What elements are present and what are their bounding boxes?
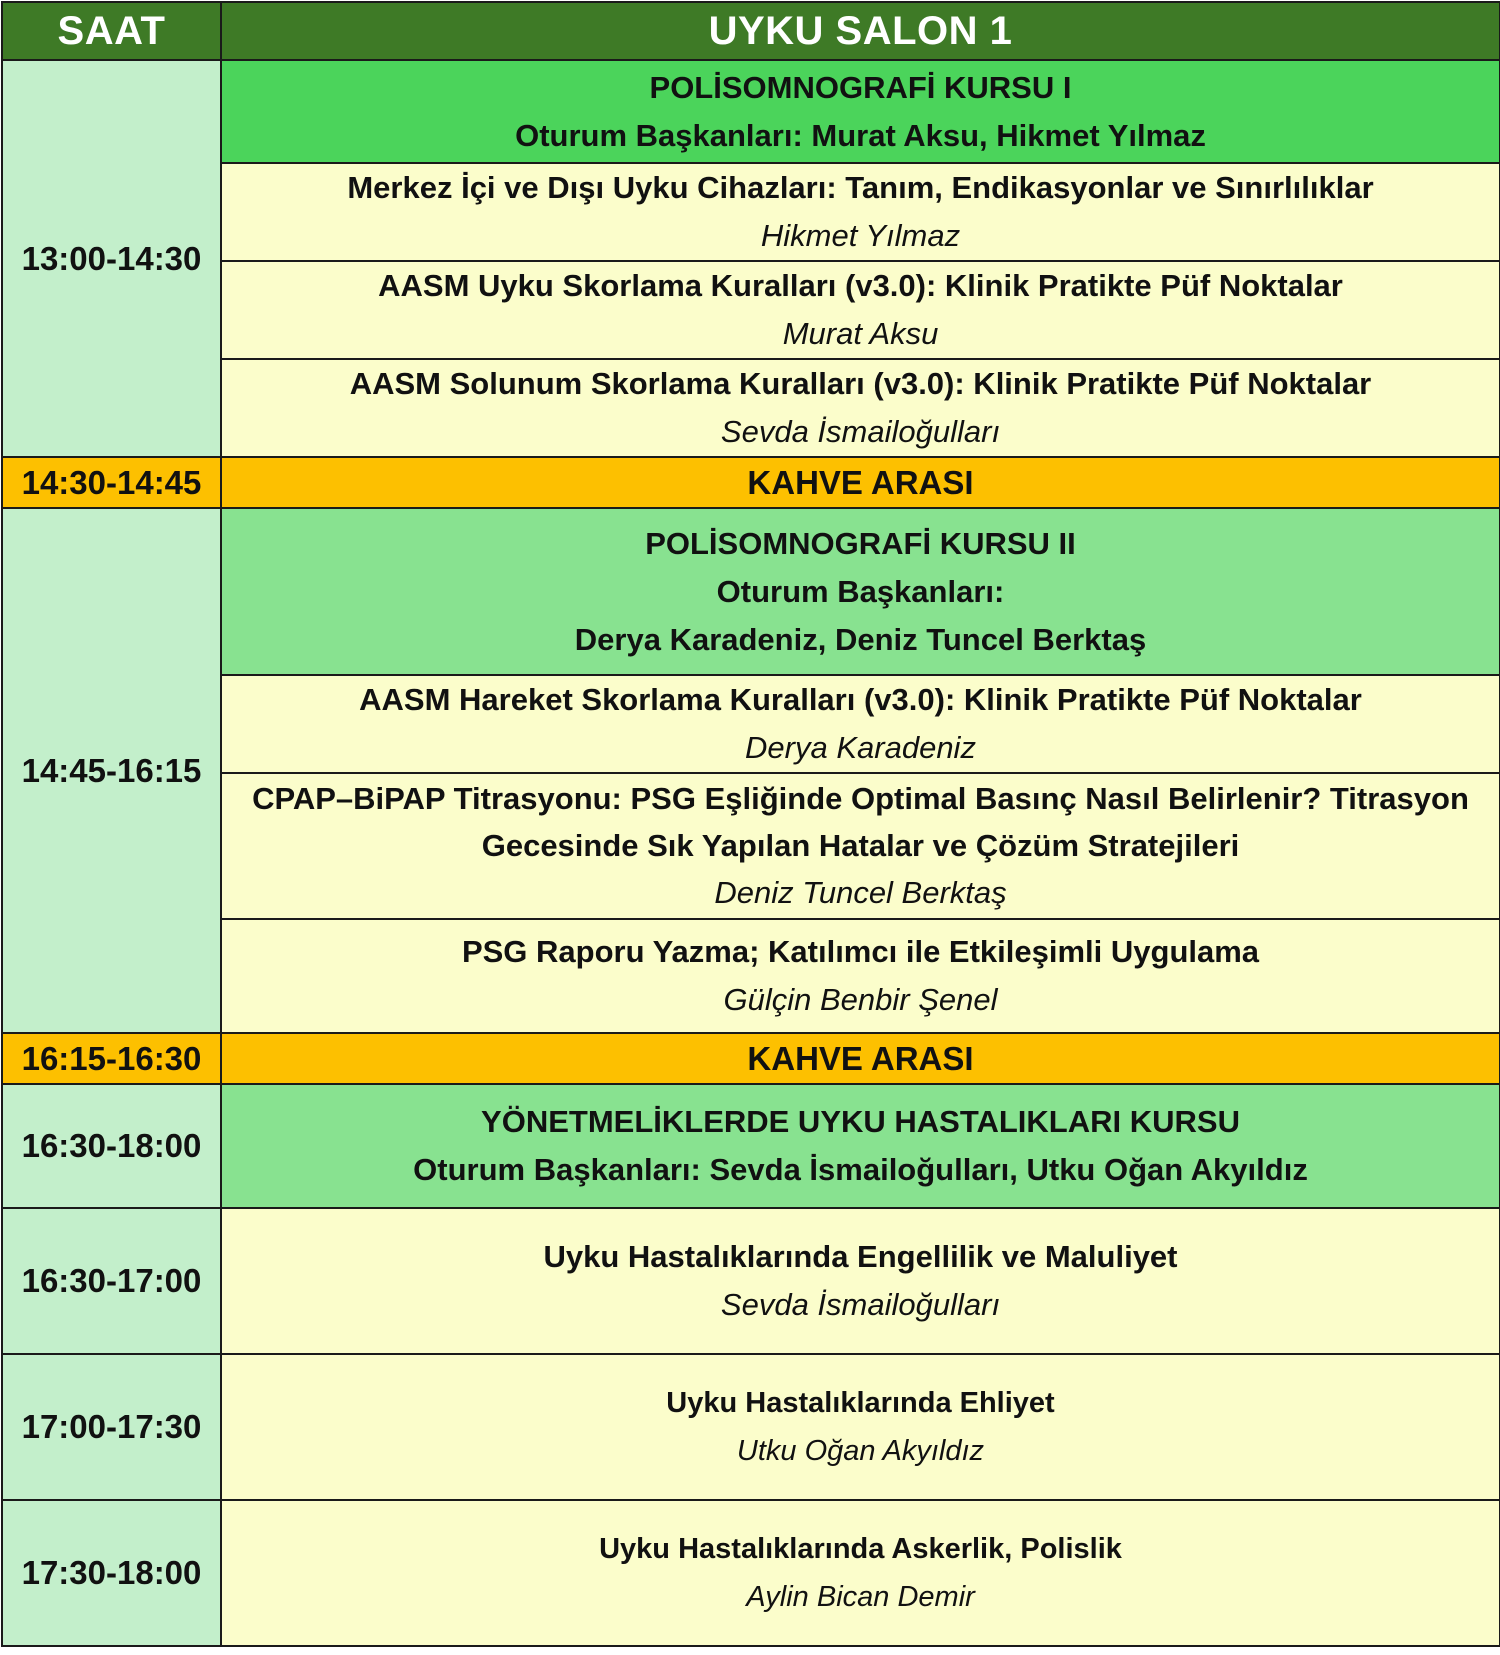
hall-column-header: UYKU SALON 1 [221,2,1500,60]
talk-row [2,1500,1500,1646]
session-row [2,60,1500,163]
course-title: POLİSOMNOGRAFİ KURSU I [649,69,1072,105]
talk-title: AASM Hareket Skorlama Kuralları (v3.0): Klinik Pratikte Püf Noktalar [359,682,1362,717]
talk-title: Uyku Hastalıklarında Ehliyet [666,1387,1055,1419]
coffee-break-label: KAHVE ARASI [221,1033,1500,1084]
talk-cell [221,919,1500,1033]
talk-cell [221,1500,1500,1646]
talk-title: AASM Solunum Skorlama Kuralları (v3.0): Klinik Pratikte Püf Noktalar [349,366,1372,401]
talk-speaker: Gülçin Benbir Şenel [723,982,998,1017]
talk-cell [221,773,1500,919]
talk-speaker: Sevda İsmailoğulları [720,414,1001,449]
talk-row [2,359,1500,457]
time-column-header: SAAT [2,2,221,60]
talk-title: Merkez İçi ve Dışı Uyku Cihazları: Tanım, Endikasyonlar ve Sınırlılıklar [347,170,1374,205]
talk-title: PSG Raporu Yazma; Katılımcı ile Etkileşimli Uygulama [461,934,1260,969]
talk-cell [221,359,1500,457]
break-time-slot: 16:15-16:30 [2,1033,221,1084]
talk-speaker: Sevda İsmailoğulları [720,1287,1001,1322]
talk-cell [221,1354,1500,1500]
talk-speaker: Derya Karadeniz [745,730,976,765]
program-table [1,1,1500,1647]
course-title: YÖNETMELİKLERDE UYKU HASTALIKLARI KURSU [481,1104,1240,1139]
time-slot: 14:45-16:15 [2,508,221,1033]
course-header [221,508,1500,675]
talk-speaker: Deniz Tuncel Berktaş [714,875,1007,910]
talk-title: Uyku Hastalıklarında Askerlik, Polislik [599,1533,1122,1565]
time-slot: 13:00-14:30 [2,60,221,457]
talk-cell [221,675,1500,773]
talk-row [2,773,1500,919]
coffee-break-label: KAHVE ARASI [221,457,1500,508]
talk-cell [221,261,1500,359]
talk-title: Uyku Hastalıklarında Engellilik ve Maluliyet [543,1239,1178,1274]
course-header [221,60,1500,163]
talk-speaker: Utku Oğan Akyıldız [736,1435,985,1467]
session-chairs-label: Oturum Başkanları: [716,573,1005,609]
talk-speaker: Hikmet Yılmaz [760,218,961,253]
talk-row [2,163,1500,261]
talk-row [2,919,1500,1033]
talk-row [2,261,1500,359]
time-slot: 17:30-18:00 [2,1500,221,1646]
session-row [2,508,1500,675]
session-row [2,1084,1500,1208]
time-slot: 16:30-18:00 [2,1084,221,1208]
session-chairs: Derya Karadeniz, Deniz Tuncel Berktaş [574,621,1147,657]
talk-cell [221,163,1500,261]
session-chairs: Oturum Başkanları: Murat Aksu, Hikmet Yılmaz [515,117,1206,153]
talk-row [2,1354,1500,1500]
talk-title: CPAP–BiPAP Titrasyonu: PSG Eşliğinde Optimal Basınç Nasıl Belirlenir? Titrasyon Gecesinde Sık Yapılan Hatalar ve Çözüm Stratejileri [252,781,1469,863]
talk-row [2,1208,1500,1354]
header-row [2,2,1500,60]
time-slot: 17:00-17:30 [2,1354,221,1500]
talk-title: AASM Uyku Skorlama Kuralları (v3.0): Klinik Pratikte Püf Noktalar [378,268,1343,303]
session-chairs: Oturum Başkanları: Sevda İsmailoğulları, Utku Oğan Akyıldız [413,1152,1308,1187]
talk-cell [221,1208,1500,1354]
course-title: POLİSOMNOGRAFİ KURSU II [645,525,1076,561]
break-row [2,1033,1500,1084]
time-slot: 16:30-17:00 [2,1208,221,1354]
talk-speaker: Murat Aksu [782,316,939,351]
course-header [221,1084,1500,1208]
talk-speaker: Aylin Bican Demir [746,1581,975,1613]
talk-row [2,675,1500,773]
break-row [2,457,1500,508]
break-time-slot: 14:30-14:45 [2,457,221,508]
